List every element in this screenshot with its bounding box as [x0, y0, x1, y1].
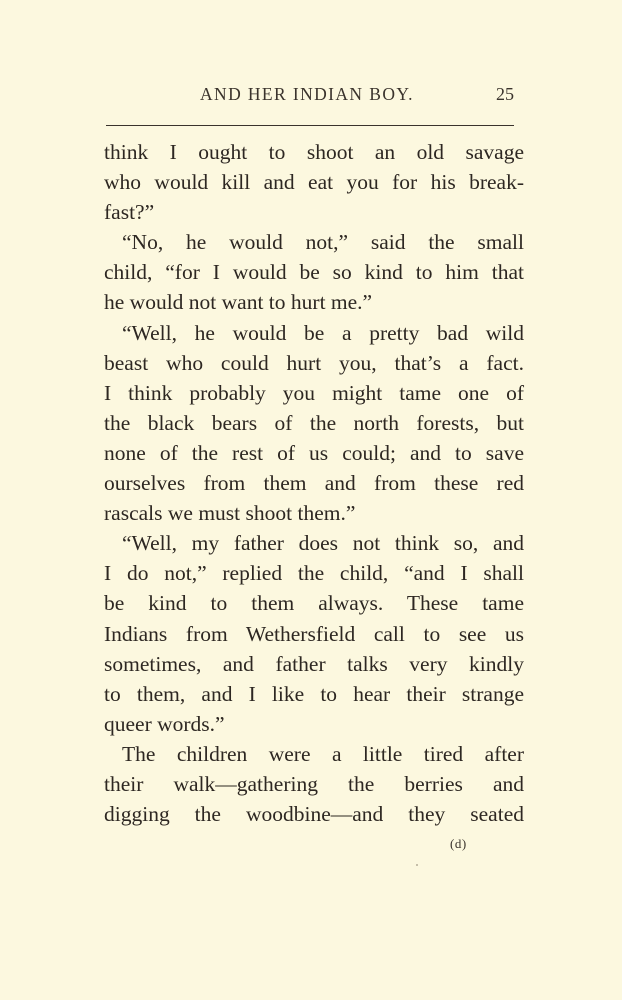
- text-line: think I ought to shoot an old savage: [104, 140, 524, 164]
- header-rule: [106, 125, 514, 126]
- text-line: he would not want to hurt me.”: [104, 290, 373, 315]
- text-line: digging the woodbine—and they seated: [104, 802, 524, 827]
- signature-mark: (d): [450, 836, 467, 851]
- text-line: child, “for I would be so kind to him that: [104, 260, 524, 285]
- page-number: 25: [496, 84, 514, 104]
- text-line: queer words.”: [104, 711, 225, 736]
- text-line: ourselves from them and from these red: [104, 471, 524, 496]
- text-line: fast?”: [104, 200, 155, 225]
- text-line: be kind to them always. These tame: [104, 591, 524, 616]
- text-line: beast who could hurt you, that’s a fact.: [104, 350, 524, 375]
- text-line: their walk—gathering the berries and: [104, 771, 524, 796]
- text-line: “Well, he would be a pretty bad wild: [122, 320, 524, 345]
- text-line: The children were a little tired after: [122, 741, 524, 766]
- text-line: Indians from Wethersfield call to see us: [104, 621, 524, 646]
- text-line: the black bears of the north forests, but: [104, 410, 524, 435]
- text-line: who would kill and eat you for his break-: [104, 170, 524, 195]
- paper-speck: [416, 864, 418, 866]
- text-line: none of the rest of us could; and to save: [104, 440, 524, 465]
- text-line: I do not,” replied the child, “and I shall: [104, 561, 524, 586]
- text-line: to them, and I like to hear their strange: [104, 681, 524, 706]
- text-line: “Well, my father does not think so, and: [122, 531, 524, 556]
- running-head: AND HER INDIAN BOY.: [200, 84, 414, 104]
- text-line: rascals we must shoot them.”: [104, 501, 356, 526]
- text-line: I think probably you might tame one of: [104, 380, 524, 405]
- body-text: [104, 137, 524, 829]
- text-line: “No, he would not,” said the small: [122, 230, 524, 255]
- page-header: [104, 84, 516, 108]
- text-line: sometimes, and father talks very kindly: [104, 651, 524, 676]
